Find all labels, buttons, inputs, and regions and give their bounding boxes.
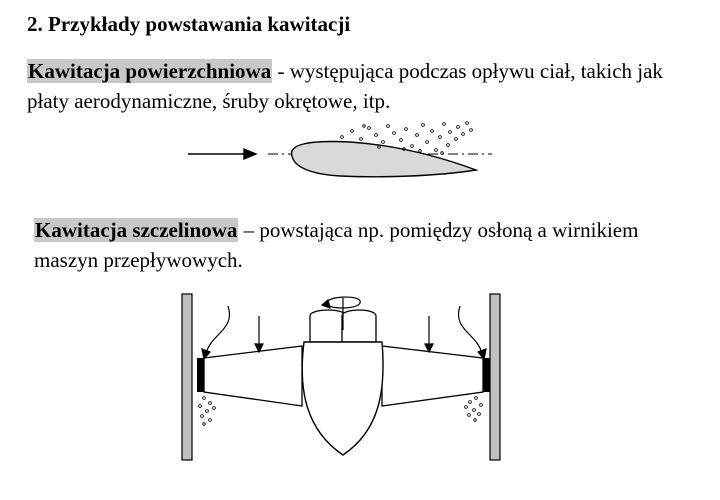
left-blade-tip — [197, 358, 204, 392]
gap-cavitation-description: powstająca np. pomiędzy osłoną a wirnikiem maszyn przepływowych. — [34, 218, 639, 272]
rotor-casing-diagram — [170, 290, 520, 465]
gap-cavitation-term: Kawitacja szczelinowa — [35, 218, 238, 242]
right-casing-wall — [490, 294, 500, 460]
surface-cavitation-paragraph — [27, 56, 697, 116]
airfoil-diagram — [180, 118, 500, 190]
gap-cavitation-separator: – — [238, 218, 260, 242]
rotor-hub — [302, 342, 383, 455]
surface-cavitation-description: występująca podczas opływu ciał, takich jak płaty aerodynamiczne, śruby okrętowe, itp. — [27, 59, 663, 113]
surface-cavitation-separator: - — [272, 59, 290, 83]
right-blade-tip — [483, 358, 490, 392]
gap-cavitation-paragraph — [34, 215, 674, 275]
airfoil-shape — [292, 142, 476, 177]
left-casing-wall — [182, 294, 192, 460]
page-heading: 2. Przykłady powstawania kawitacji — [27, 12, 351, 36]
flow-arrow — [188, 149, 256, 159]
surface-cavitation-term: Kawitacja powierzchniowa — [28, 59, 272, 83]
